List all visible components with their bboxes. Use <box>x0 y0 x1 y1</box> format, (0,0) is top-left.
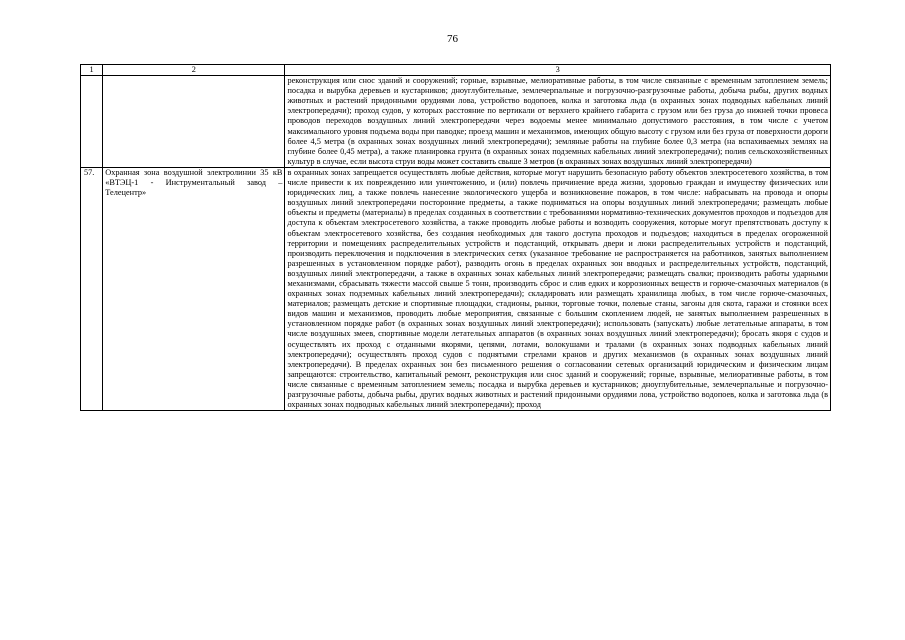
row-number: 57. <box>81 167 103 410</box>
table-row <box>81 76 831 168</box>
header-cell-3: 3 <box>285 65 831 76</box>
zone-name <box>103 76 285 168</box>
restrictions-text: в охранных зонах запрещается осуществлять любые действия, которые могут нарушить безопасную работу объектов электросетевого хозяйства, в том числе привести к их повреждению или уничтожению, и (или) повлечь причинение вреда жизни, здоровью граждан и имуществу физических или юридических лиц, а также повлечь нанесение экологического ущерба и возникновение пожаров, в том числе: набрасывать на провода и опоры воздушных линий электропередачи посторонние предметы, а также подниматься на опоры воздушных линий электропередачи; размещать любые объекты и предметы (материалы) в пределах созданных в соответствии с требованиями нормативно-технических документов проходов и подъездов для доступа к объектам электросетевого хозяйства, а также проводить любые работы и возводить сооружения, которые могут препятствовать доступу к объектам электросетевого хозяйства, без создания необходимых для такого доступа проходов и подъездов; находиться в пределах огороженной территории и помещениях распределительных устройств и подстанций, открывать двери и люки распределительных устройств и подстанций, производить переключения и подключения в электрических сетях (указанное требование не распространяется на работников, занятых выполнением разрешенных в установленном порядке работ), разводить огонь в пределах охранных зон вводных и распределительных устройств, подстанций, воздушных линий электропередачи, а также в охранных зонах кабельных линий электропередачи; размещать свалки; производить работы ударными механизмами, сбрасывать тяжести массой свыше 5 тонн, производить сброс и слив едких и коррозионных веществ и горюче-смазочных материалов (в охранных зонах подземных кабельных линий электропередачи); складировать или размещать хранилища любых, в том числе горюче-смазочных, материалов; размещать детские и спортивные площадки, стадионы, рынки, торговые точки, полевые станы, загоны для скота, гаражи и стоянки всех видов машин и механизмов, проводить любые мероприятия, связанные с большим скоплением людей, не занятых выполнением разрешенных в установленном порядке работ (в охранных зонах воздушных линий электропередачи); использовать (запускать) любые летательные аппараты, в том числе воздушных змеев, спортивные модели летательных аппаратов (в охранных зонах воздушных линий электропередачи); бросать якоря с судов и осуществлять их проход с отданными якорями, цепями, лотами, волокушами и тралами (в охранных зонах подводных кабельных линий электропередачи); осуществлять проход судов с поднятыми стрелами кранов и других механизмов (в охранных зонах воздушных линий электропередачи). В пределах охранных зон без письменного решения о согласовании сетевых организаций юридическим и физическим лицам запрещаются: строительство, капитальный ремонт, реконструкция или снос зданий и сооружений; горные, взрывные, мелиоративные работы, в том числе связанные с временным затоплением земель; посадка и вырубка деревьев и кустарников; дноуглубительные, землечерпальные и погрузочно-разгрузочные работы, добыча рыбы, других водных животных и растений придонными орудиями лова, устройство водопоев, колка и заготовка льда (в охранных зонах подводных кабельных линий электропередачи); проход <box>285 167 831 410</box>
header-cell-1: 1 <box>81 65 103 76</box>
restrictions-text: реконструкция или снос зданий и сооружений; горные, взрывные, мелиоративные работы, в том числе связанные с временным затоплением земель; посадка и вырубка деревьев и кустарников; дноуглубительные, землечерпальные и погрузочно-разгрузочные работы, добыча рыбы, других водных животных и растений придонными орудиями лова, устройство водопоев, колка и заготовка льда (в охранных зонах подводных кабельных линий электропередачи); проход судов, у которых расстояние по вертикали от верхнего крайнего габарита с грузом или без груза до нижней точки провеса проводов переходов воздушных линий электропередачи через водоемы менее минимально допустимого расстояния, в том числе с учетом максимального уровня подъема воды при паводке; проезд машин и механизмов, имеющих общую высоту с грузом или без груза от поверхности дороги более 4,5 метра (в охранных зонах воздушных линий электропередачи); земляные работы на глубине более 0,3 метра (на вспахиваемых землях на глубине более 0,45 метра), а также планировка грунта (в охранных зонах подземных кабельных линий электропередачи); полив сельскохозяйственных культур в случае, если высота струи воды может составить свыше 3 метров (в охранных зонах воздушных линий электропередачи) <box>285 76 831 168</box>
table-header-row <box>81 65 831 76</box>
zone-name: Охранная зона воздушной электролинии 35 кВ «ВТЭЦ-1 - Инструментальный завод – Телецентр» <box>103 167 285 410</box>
row-number <box>81 76 103 168</box>
page-number: 76 <box>447 33 458 45</box>
header-cell-2: 2 <box>103 65 285 76</box>
table-row <box>81 167 831 410</box>
zones-table <box>80 64 831 411</box>
